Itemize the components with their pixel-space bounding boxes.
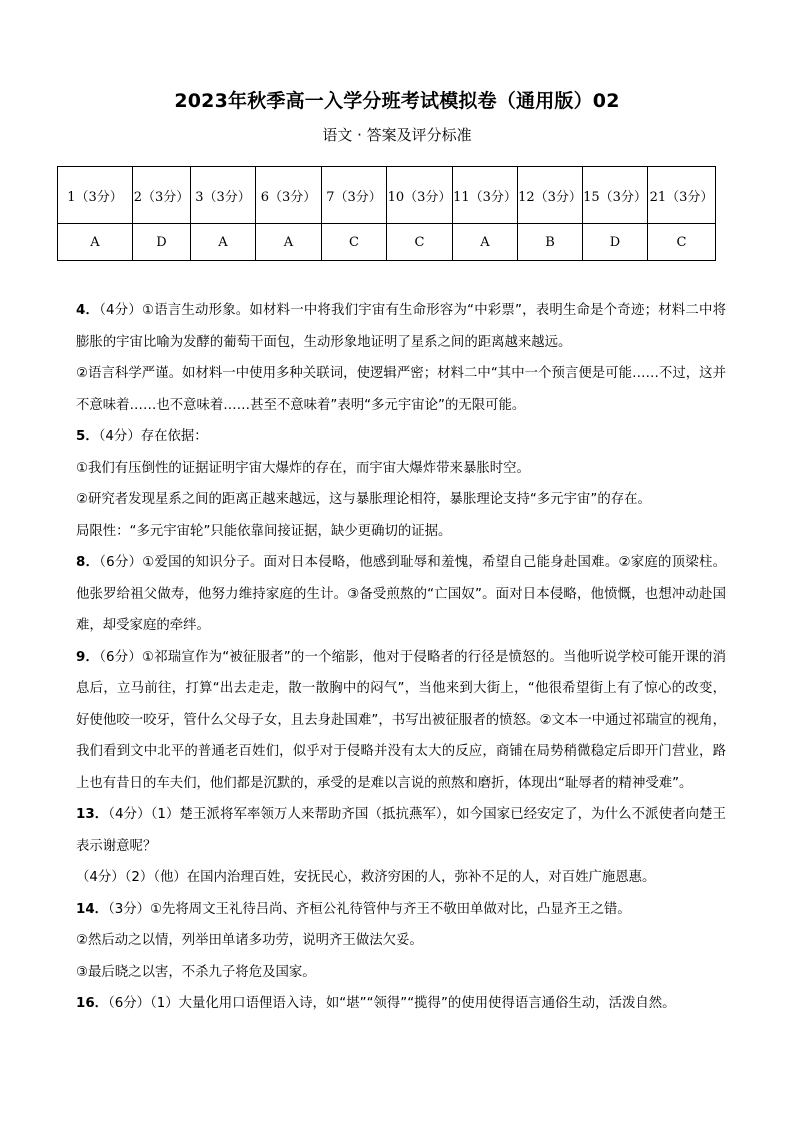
- answer-cell: B: [518, 224, 583, 261]
- answer-text: （6分）①祁瑞宣作为“被征服者”的一个缩影，他对于侵略者的行径是愤怒的。当他听说学校可能开课的消息后，立马前往，打算“出去走走，散一散胸中的闷气”，当他来到大街上，“他很希望街上有了惊心的改变，好使他咬一咬牙，管什么父母子女，且去身赴国难”，书写出被征服者的愤怒。②文本一中通过祁瑞宣的视角，我们看到文中北平的普通老百姓们，似乎对于侵略并没有太大的反应，商铺在局势稍微稳定后即开门营业，路上也有昔日的车夫们，他们都是沉默的，承受的是难以言说的煎熬和磨折，体现出“耻辱者的精神受难”。: [76, 649, 726, 791]
- question-number: 16．: [76, 996, 109, 1011]
- question-number: 14．: [76, 901, 109, 917]
- answer-text: （6分）①爱国的知识分子。面对日本侵略，他感到耻辱和羞愧，希望自己能身赴国难。②家庭的顶梁柱。他张罗给祖父做寿，他努力维持家庭的生计。③备受煎熬的“亡国奴”。面对日本侵略，他愤慨，也想冲动赴国难，却受家庭的牵绊。: [76, 555, 727, 633]
- answer-table-header-row: [58, 167, 716, 224]
- answer-text: （4分）（2）（他）在国内治理百姓，安抚民心，救济穷困的人，弥补不足的人，对百姓广施恩惠。: [76, 870, 656, 885]
- question-header-cell: 6（3分）: [256, 167, 322, 224]
- question-header-cell: 15（3分）: [583, 167, 648, 224]
- page-subtitle: 语文 · 答案及评分标准: [322, 126, 472, 144]
- answer-paragraph: [76, 547, 726, 642]
- question-header-cell: 1（3分）: [58, 167, 133, 224]
- question-number: 5．: [76, 429, 99, 444]
- answer-paragraph: [76, 484, 726, 516]
- answer-cell: A: [453, 224, 518, 261]
- answer-text: ②研究者发现星系之间的距离正越来越远，这与暴胀理论相符，暴胀理论支持“多元宇宙”的存在。: [76, 492, 651, 507]
- answer-paragraph: [76, 862, 726, 894]
- answer-paragraph: [76, 642, 726, 800]
- answer-cell: A: [256, 224, 322, 261]
- question-number: 8．: [76, 555, 100, 570]
- answer-cell: C: [322, 224, 387, 261]
- answer-paragraph: [76, 988, 726, 1020]
- answer-table-answer-row: [58, 224, 716, 261]
- answer-text: ②然后动之以情，列举田单诸多功劳，说明齐王做法欠妥。: [76, 933, 423, 948]
- answer-text: （6分）（1）大量化用口语俚语入诗，如“堪”“领得”“揽得”的使用使得语言通俗生动，活泼自然。: [108, 996, 676, 1011]
- answer-explanations: [76, 295, 726, 1020]
- answer-paragraph: [76, 421, 726, 453]
- answer-text: （4分）①语言生动形象。如材料一中将我们宇宙有生命形容为“中彩票”，表明生命是个奇迹；材料二中将膨胀的宇宙比喻为发酵的葡萄干面包，生动形象地证明了星系之间的距离越来越远。: [76, 303, 726, 350]
- answer-cell: D: [133, 224, 191, 261]
- answer-text: ①我们有压倒性的证据证明宇宙大爆炸的存在，而宇宙大爆炸带来暴胀时空。: [76, 460, 530, 476]
- answer-cell: D: [583, 224, 648, 261]
- question-header-cell: 12（3分）: [518, 167, 583, 224]
- answer-paragraph: [76, 295, 726, 358]
- answer-text: （4分）存在依据：: [98, 429, 208, 444]
- question-header-cell: 3（3分）: [191, 167, 256, 224]
- question-header-cell: 7（3分）: [322, 167, 387, 224]
- answer-table: [57, 166, 716, 261]
- question-header-cell: 11（3分）: [453, 167, 518, 224]
- answer-paragraph: [76, 358, 726, 421]
- answer-paragraph: [76, 799, 726, 862]
- answer-paragraph: [76, 894, 726, 926]
- answer-cell: A: [191, 224, 256, 261]
- answer-paragraph: [76, 516, 726, 548]
- question-header-cell: 21（3分）: [648, 167, 716, 224]
- question-number: 13．: [76, 807, 109, 822]
- answer-text: ②语言科学严谨。如材料一中使用多种关联词，使逻辑严密；材料二中“其中一个预言便是可能……不过，这并不意味着……也不意味着……甚至不意味着”表明“多元宇宙论”的无限可能。: [76, 366, 726, 413]
- question-header-cell: 10（3分）: [387, 167, 453, 224]
- question-header-cell: 2（3分）: [133, 167, 191, 224]
- answer-text: 局限性：“多元宇宙轮”只能依靠间接证据，缺少更确切的证据。: [76, 523, 452, 539]
- answer-text: （3分）①先将周文王礼待吕尚、齐桓公礼待管仲与齐王不敬田单做对比，凸显齐王之错。: [108, 901, 631, 917]
- answer-paragraph: [76, 453, 726, 485]
- answer-paragraph: [76, 957, 726, 989]
- answer-text: ③最后晓之以害，不杀九子将危及国家。: [76, 964, 316, 980]
- page-title: 2023年秋季高一入学分班考试模拟卷（通用版）02: [174, 90, 620, 112]
- answer-cell: C: [648, 224, 716, 261]
- answer-cell: C: [387, 224, 453, 261]
- answer-paragraph: [76, 925, 726, 957]
- question-number: 9．: [76, 649, 100, 665]
- answer-cell: A: [58, 224, 133, 261]
- answer-text: （4分）（1）楚王派将军率领万人来帮助齐国（抵抗燕军），如今国家已经安定了，为什么不派使者向楚王表示谢意呢？: [76, 807, 726, 854]
- question-number: 4．: [76, 303, 100, 318]
